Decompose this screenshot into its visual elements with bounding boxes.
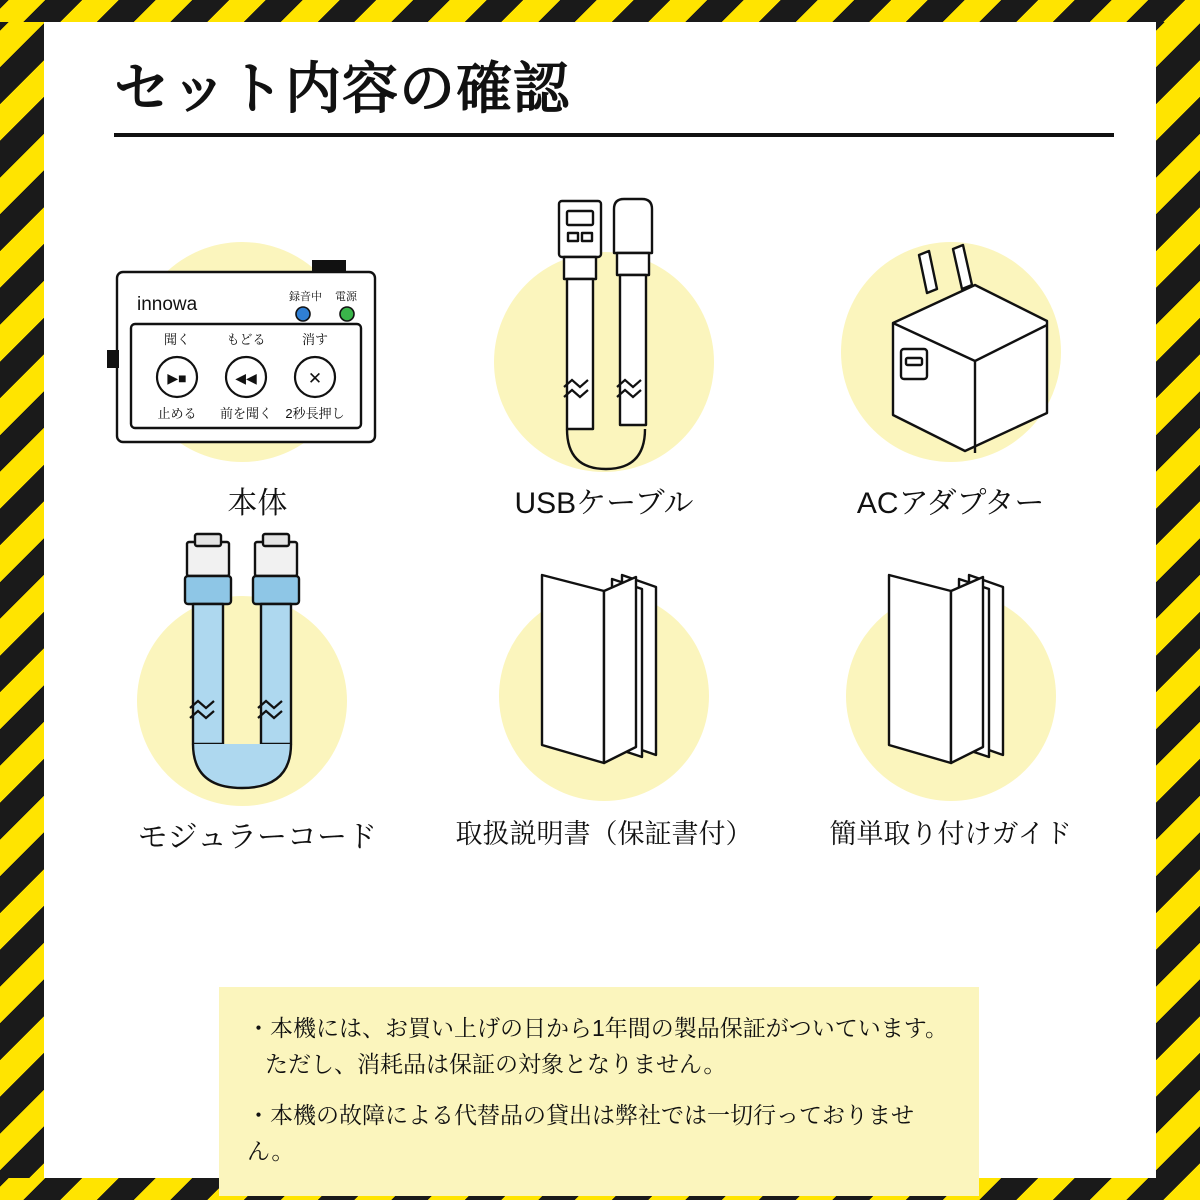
note-paragraph-1 bbox=[247, 1011, 951, 1082]
ac-adapter-drawing bbox=[801, 227, 1101, 467]
item-modular-cord bbox=[84, 556, 431, 876]
main-unit-drawing bbox=[107, 232, 407, 462]
warranty-note-box bbox=[219, 987, 979, 1196]
note-line: ・本機には、お買い上げの日から1年間の製品保証がついています。 bbox=[247, 1015, 948, 1041]
item-quick-guide bbox=[777, 556, 1124, 876]
item-manual bbox=[431, 556, 778, 876]
content-area bbox=[44, 22, 1156, 1178]
svg-text:✕: ✕ bbox=[308, 369, 323, 388]
svg-text:録音中: 録音中 bbox=[289, 291, 323, 303]
main-unit-illustration bbox=[102, 222, 412, 472]
svg-text:聞く: 聞く bbox=[164, 332, 191, 347]
svg-text:消す: 消す bbox=[302, 332, 329, 347]
hazard-stripe-right bbox=[1156, 0, 1200, 1200]
svg-text:止める: 止める bbox=[157, 406, 197, 421]
item-label: 本体 bbox=[227, 487, 288, 520]
ac-adapter-illustration bbox=[796, 222, 1106, 472]
manual-drawing bbox=[454, 551, 754, 811]
manual-illustration bbox=[449, 556, 759, 806]
item-label: ACアダプター bbox=[856, 487, 1045, 520]
item-label: 取扱説明書（保証書付） bbox=[455, 819, 753, 849]
svg-text:電源: 電源 bbox=[335, 291, 358, 303]
item-label: 簡単取り付けガイド bbox=[829, 819, 1072, 849]
note-line: ・本機の故障による代替品の貸出は弊社では一切行っておりません。 bbox=[247, 1102, 914, 1164]
modular-cord-drawing bbox=[107, 532, 407, 812]
usb-cable-illustration bbox=[449, 222, 759, 472]
quick-guide-drawing bbox=[801, 551, 1101, 811]
item-usb-cable bbox=[431, 222, 778, 542]
svg-text:▶■: ▶■ bbox=[167, 370, 187, 386]
page-title-block bbox=[114, 57, 1114, 137]
item-grid bbox=[84, 222, 1124, 876]
svg-text:2秒長押し: 2秒長押し bbox=[285, 406, 345, 421]
item-label: USBケーブル bbox=[514, 487, 694, 520]
page-title: セット内容の確認 bbox=[114, 57, 570, 120]
hazard-stripe-left bbox=[0, 0, 44, 1200]
note-paragraph-2 bbox=[247, 1098, 951, 1169]
item-label: モジュラーコード bbox=[137, 821, 378, 854]
quick-guide-illustration bbox=[796, 556, 1106, 806]
usb-cable-drawing bbox=[454, 187, 754, 477]
hazard-stripe-top bbox=[0, 0, 1200, 22]
svg-text:もどる: もどる bbox=[226, 332, 266, 347]
svg-text:前を聞く: 前を聞く bbox=[220, 406, 273, 421]
svg-text:innowa: innowa bbox=[137, 294, 198, 315]
title-underline bbox=[114, 133, 1114, 137]
modular-cord-illustration bbox=[102, 556, 412, 806]
svg-text:◀◀: ◀◀ bbox=[235, 370, 258, 386]
note-line: ただし、消耗品は保証の対象となりません。 bbox=[265, 1050, 727, 1077]
item-ac-adapter bbox=[777, 222, 1124, 542]
item-main-unit bbox=[84, 222, 431, 542]
